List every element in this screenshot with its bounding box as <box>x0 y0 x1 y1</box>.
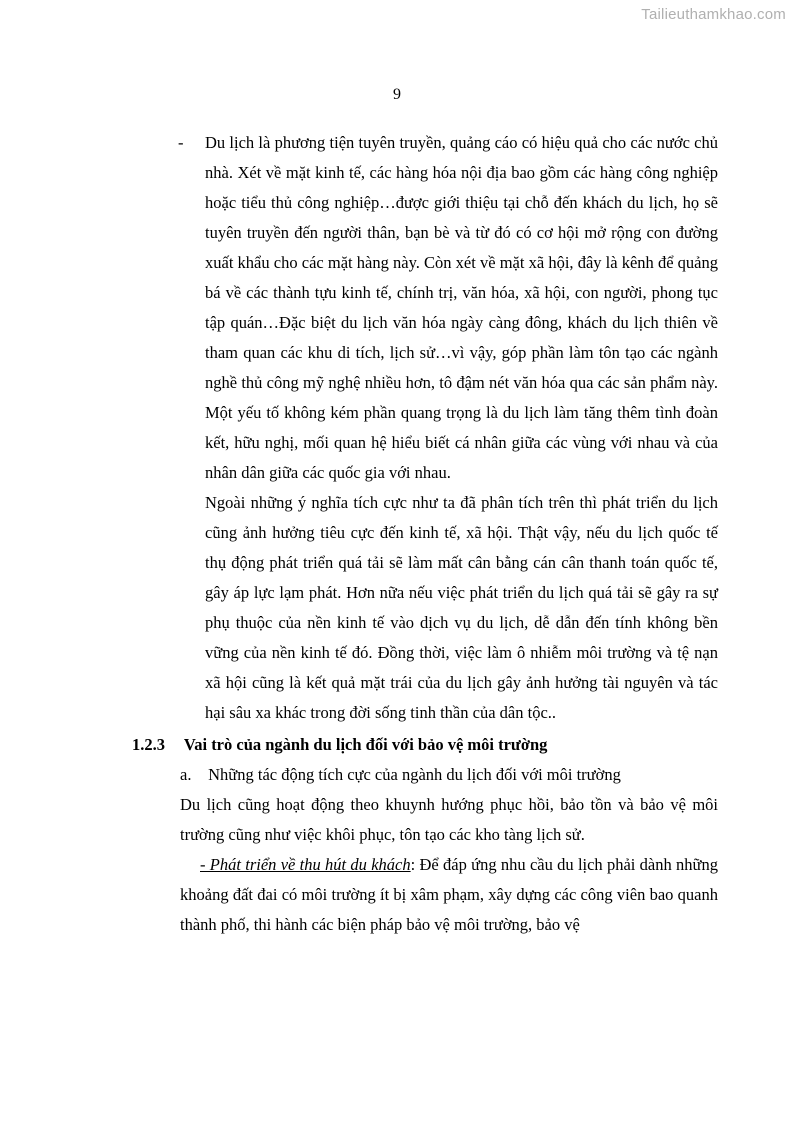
bullet-paragraph <box>178 128 718 488</box>
paragraph-negative-impacts: Ngoài những ý nghĩa tích cực như ta đã phân tích trên thì phát triển du lịch cũng ảnh hưởng tiêu cực đến kinh tế, xã hội. Thật vậy, nếu du lịch quốc tế thụ động phát triển quá tải sẽ làm mất cân bằng cán cân thanh toán quốc tế, gây áp lực lạm phát. Hơn nữa nếu việc phát triển du lịch quá tải sẽ gây ra sự phụ thuộc của nền kinh tế vào dịch vụ du lịch, dễ dẫn đến tính không bền vững của nền kinh tế đó. Đồng thời, việc làm ô nhiễm môi trường và tệ nạn xã hội cũng là kết quả mặt trái của du lịch gây ảnh hưởng tài nguyên và tác hại sâu xa khác trong đời sống tinh thần của dân tộc.. <box>205 493 718 722</box>
watermark: Tailieuthamkhao.com <box>641 6 786 23</box>
sub-item-a <box>180 760 718 790</box>
paragraph-attract <box>180 850 718 940</box>
paragraph-restore: Du lịch cũng hoạt động theo khuynh hướng phục hồi, bảo tồn và bảo vệ môi trường cũng như việc khôi phục, tôn tạo các kho tàng lịch sử. <box>180 795 718 844</box>
sub-item-letter: a. <box>180 765 192 784</box>
section-heading <box>132 730 794 760</box>
section-number: 1.2.3 <box>132 735 165 754</box>
section-title: Vai trò của ngành du lịch đối với bảo vệ môi trường <box>183 735 548 754</box>
page-number: 9 <box>393 86 401 103</box>
attract-lead: - Phát triển về thu hút du khách <box>200 855 411 874</box>
attract-text: : Để đáp ứng nhu cầu du lịch phải dành những khoảng đất đai có môi trường ít bị xâm phạm, xây dựng các công viên bao quanh thành phố, thi hành các biện pháp bảo vệ môi trường, bảo vệ <box>180 855 718 934</box>
sub-item-text: Những tác động tích cực của ngành du lịch đối với môi trường <box>208 765 621 784</box>
bullet-dash: - <box>178 133 184 152</box>
document-body <box>0 128 794 940</box>
bullet-text: Du lịch là phương tiện tuyên truyền, quảng cáo có hiệu quả cho các nước chủ nhà. Xét về mặt kinh tế, các hàng hóa nội địa bao gồm các hàng công nghiệp hoặc tiểu thủ công nghiệp…được giới thiệu tại chỗ đến khách du lịch, họ sẽ tuyên truyền đến người thân, bạn bè và từ đó có cơ hội mở rộng con đường xuất khẩu cho các mặt hàng này. Còn xét về mặt xã hội, đây là kênh để quảng bá về các thành tựu kinh tế, chính trị, văn hóa, xã hội, con người, phong tục tập quán…Đặc biệt du lịch văn hóa ngày càng đông, khách du lịch thiên về tham quan các khu di tích, lịch sử…vì vậy, góp phần làm tôn tạo các ngành nghề thủ công mỹ nghệ nhiều hơn, tô đậm nét văn hóa qua các sản phẩm này. Một yếu tố không kém phần quang trọng là du lịch làm tăng thêm tình đoàn kết, hữu nghị, mối quan hệ hiểu biết cá nhân giữa các vùng với nhau và của nhân dân giữa các quốc gia với nhau. <box>205 133 718 482</box>
